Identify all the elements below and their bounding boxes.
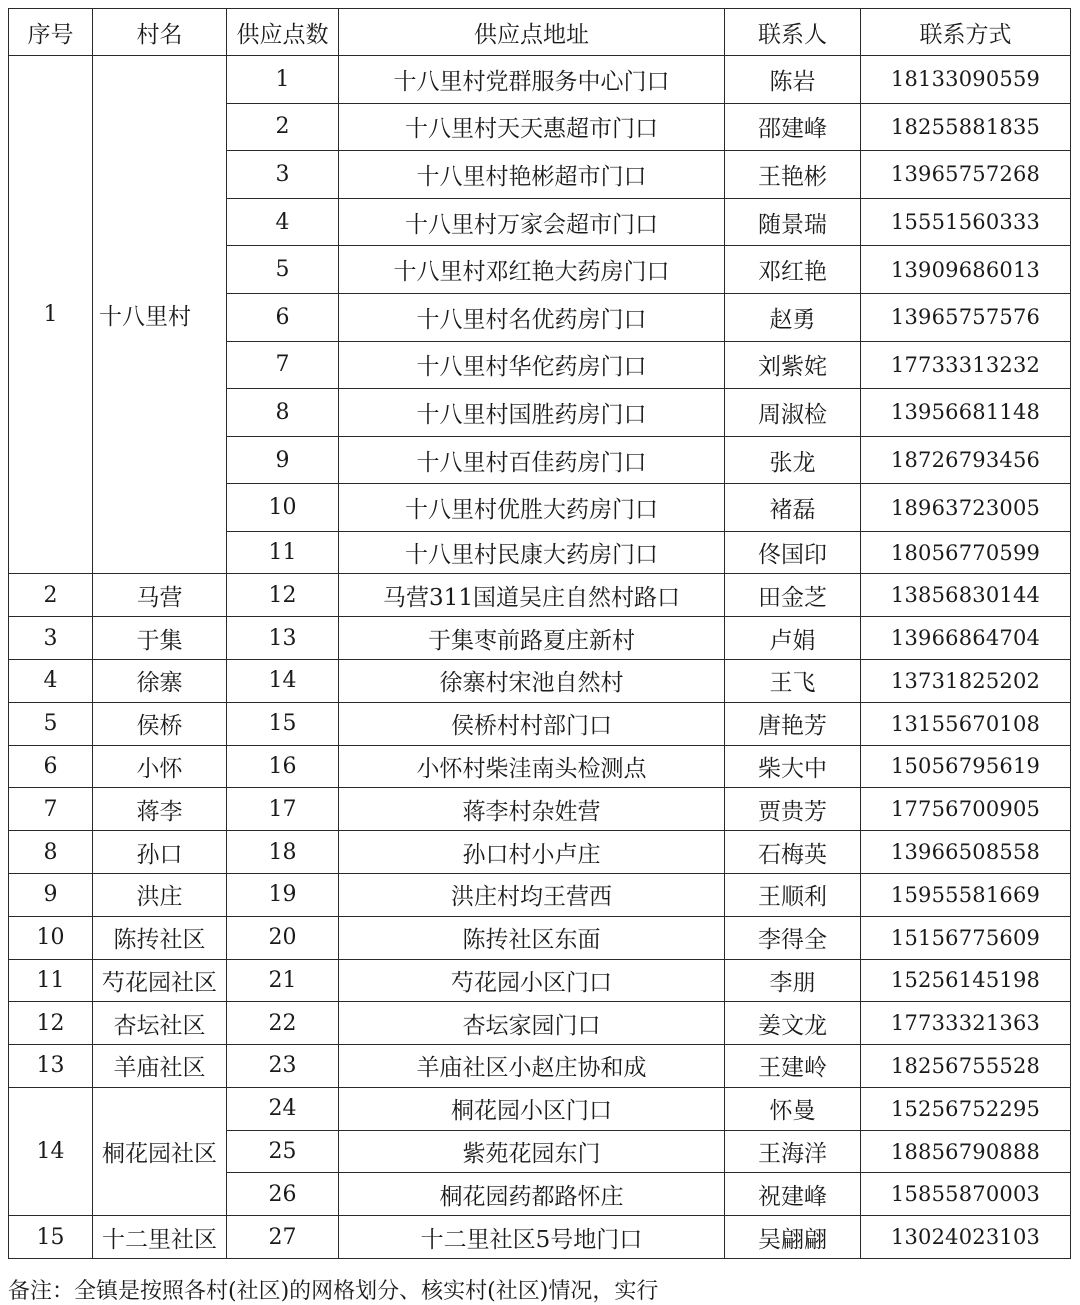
contact-phone: 15156775609 <box>861 916 1071 959</box>
point-address: 于集枣前路夏庄新村 <box>339 617 725 660</box>
table-row <box>9 873 1071 916</box>
point-no: 1 <box>227 56 339 104</box>
contact-name: 赵勇 <box>725 293 861 341</box>
village-name: 洪庄 <box>93 873 227 916</box>
contact-phone: 18056770599 <box>861 531 1071 573</box>
point-no: 3 <box>227 151 339 199</box>
header-index: 序号 <box>9 9 93 56</box>
table-row <box>9 788 1071 831</box>
contact-phone: 13024023103 <box>861 1216 1071 1259</box>
point-address: 小怀村柴洼南头检测点 <box>339 745 725 788</box>
village-name: 芍花园社区 <box>93 959 227 1002</box>
point-no: 6 <box>227 293 339 341</box>
point-address: 马营311国道吴庄自然村路口 <box>339 574 725 617</box>
village-name: 小怀 <box>93 745 227 788</box>
point-no: 9 <box>227 436 339 484</box>
village-name: 桐花园社区 <box>93 1087 227 1215</box>
table-row <box>9 659 1071 702</box>
table-row <box>9 617 1071 660</box>
point-no: 15 <box>227 702 339 745</box>
point-no: 16 <box>227 745 339 788</box>
point-no: 23 <box>227 1045 339 1088</box>
village-name: 马营 <box>93 574 227 617</box>
point-address: 十八里村华佗药房门口 <box>339 341 725 389</box>
header-row <box>9 9 1071 56</box>
point-address: 陈抟社区东面 <box>339 916 725 959</box>
row-index: 12 <box>9 1002 93 1045</box>
contact-phone: 13731825202 <box>861 659 1071 702</box>
contact-phone: 15256145198 <box>861 959 1071 1002</box>
point-no: 12 <box>227 574 339 617</box>
table-row <box>9 1045 1071 1088</box>
contact-phone: 13909686013 <box>861 246 1071 294</box>
point-address: 十八里村国胜药房门口 <box>339 389 725 437</box>
row-index: 9 <box>9 873 93 916</box>
contact-phone: 13856830144 <box>861 574 1071 617</box>
point-no: 17 <box>227 788 339 831</box>
village-name: 杏坛社区 <box>93 1002 227 1045</box>
point-address: 芍花园小区门口 <box>339 959 725 1002</box>
point-address: 蒋李村杂姓营 <box>339 788 725 831</box>
contact-name: 张龙 <box>725 436 861 484</box>
contact-name: 周淑检 <box>725 389 861 437</box>
contact-name: 邵建峰 <box>725 103 861 151</box>
contact-phone: 13966864704 <box>861 617 1071 660</box>
point-no: 11 <box>227 531 339 573</box>
contact-name: 王海洋 <box>725 1130 861 1173</box>
village-name: 十二里社区 <box>93 1216 227 1259</box>
row-index: 14 <box>9 1087 93 1215</box>
point-address: 徐寨村宋池自然村 <box>339 659 725 702</box>
header-contact: 联系人 <box>725 9 861 56</box>
contact-phone: 13956681148 <box>861 389 1071 437</box>
point-address: 十八里村天天惠超市门口 <box>339 103 725 151</box>
point-address: 十八里村万家会超市门口 <box>339 198 725 246</box>
footnote-text: 备注：全镇是按照各村(社区)的网格划分、核实村(社区)情况，实行 <box>8 1279 659 1304</box>
contact-name: 佟国印 <box>725 531 861 573</box>
contact-phone: 18255881835 <box>861 103 1071 151</box>
village-name: 侯桥 <box>93 702 227 745</box>
table-row <box>9 702 1071 745</box>
contact-name: 王顺利 <box>725 873 861 916</box>
village-name: 徐寨 <box>93 659 227 702</box>
header-address: 供应点地址 <box>339 9 725 56</box>
village-name: 蒋李 <box>93 788 227 831</box>
contact-phone: 18133090559 <box>861 56 1071 104</box>
contact-phone: 17733313232 <box>861 341 1071 389</box>
contact-name: 唐艳芳 <box>725 702 861 745</box>
row-index: 10 <box>9 916 93 959</box>
contact-name: 柴大中 <box>725 745 861 788</box>
table-row <box>9 1002 1071 1045</box>
contact-phone: 15551560333 <box>861 198 1071 246</box>
point-no: 8 <box>227 389 339 437</box>
row-index: 3 <box>9 617 93 660</box>
point-no: 21 <box>227 959 339 1002</box>
village-name: 孙口 <box>93 831 227 874</box>
contact-name: 卢娟 <box>725 617 861 660</box>
point-no: 14 <box>227 659 339 702</box>
contact-phone: 18256755528 <box>861 1045 1071 1088</box>
contact-phone: 15256752295 <box>861 1087 1071 1130</box>
header-point-no: 供应点数 <box>227 9 339 56</box>
village-name: 十八里村 <box>93 56 227 574</box>
contact-name: 陈岩 <box>725 56 861 104</box>
point-address: 洪庄村均王营西 <box>339 873 725 916</box>
village-name: 羊庙社区 <box>93 1045 227 1088</box>
contact-phone: 15056795619 <box>861 745 1071 788</box>
row-index: 4 <box>9 659 93 702</box>
row-index: 6 <box>9 745 93 788</box>
table-row <box>9 745 1071 788</box>
village-name: 于集 <box>93 617 227 660</box>
contact-phone: 18726793456 <box>861 436 1071 484</box>
contact-name: 褚磊 <box>725 484 861 532</box>
point-no: 26 <box>227 1173 339 1216</box>
row-index: 5 <box>9 702 93 745</box>
point-no: 13 <box>227 617 339 660</box>
point-no: 19 <box>227 873 339 916</box>
point-address: 十八里村名优药房门口 <box>339 293 725 341</box>
contact-name: 李朋 <box>725 959 861 1002</box>
header-phone: 联系方式 <box>861 9 1071 56</box>
contact-name: 姜文龙 <box>725 1002 861 1045</box>
contact-phone: 13966508558 <box>861 831 1071 874</box>
point-address: 十八里村艳彬超市门口 <box>339 151 725 199</box>
point-no: 24 <box>227 1087 339 1130</box>
contact-name: 王建岭 <box>725 1045 861 1088</box>
row-index: 2 <box>9 574 93 617</box>
row-index: 7 <box>9 788 93 831</box>
point-address: 十二里社区5号地门口 <box>339 1216 725 1259</box>
point-address: 十八里村百佳药房门口 <box>339 436 725 484</box>
point-no: 27 <box>227 1216 339 1259</box>
point-address: 孙口村小卢庄 <box>339 831 725 874</box>
point-no: 7 <box>227 341 339 389</box>
contact-phone: 15855870003 <box>861 1173 1071 1216</box>
contact-phone: 13965757268 <box>861 151 1071 199</box>
point-no: 4 <box>227 198 339 246</box>
row-index: 11 <box>9 959 93 1002</box>
row-index: 1 <box>9 56 93 574</box>
contact-phone: 17733321363 <box>861 1002 1071 1045</box>
point-no: 2 <box>227 103 339 151</box>
point-address: 杏坛家园门口 <box>339 1002 725 1045</box>
contact-phone: 13965757576 <box>861 293 1071 341</box>
table-row <box>9 959 1071 1002</box>
contact-name: 刘紫姹 <box>725 341 861 389</box>
contact-name: 王艳彬 <box>725 151 861 199</box>
contact-phone: 18856790888 <box>861 1130 1071 1173</box>
contact-name: 王飞 <box>725 659 861 702</box>
table-row <box>9 916 1071 959</box>
point-no: 10 <box>227 484 339 532</box>
point-address: 十八里村邓红艳大药房门口 <box>339 246 725 294</box>
point-address: 十八里村优胜大药房门口 <box>339 484 725 532</box>
contact-name: 邓红艳 <box>725 246 861 294</box>
village-name: 陈抟社区 <box>93 916 227 959</box>
contact-phone: 17756700905 <box>861 788 1071 831</box>
table-row <box>9 831 1071 874</box>
row-index: 13 <box>9 1045 93 1088</box>
contact-name: 吴翩翩 <box>725 1216 861 1259</box>
contact-name: 随景瑞 <box>725 198 861 246</box>
table-row <box>9 574 1071 617</box>
table-row <box>9 1216 1071 1259</box>
contact-name: 李得全 <box>725 916 861 959</box>
contact-phone: 13155670108 <box>861 702 1071 745</box>
point-no: 5 <box>227 246 339 294</box>
contact-name: 石梅英 <box>725 831 861 874</box>
row-index: 15 <box>9 1216 93 1259</box>
table-row <box>9 56 1071 104</box>
supply-point-table <box>8 8 1071 1259</box>
contact-name: 祝建峰 <box>725 1173 861 1216</box>
point-no: 22 <box>227 1002 339 1045</box>
contact-phone: 18963723005 <box>861 484 1071 532</box>
point-address: 羊庙社区小赵庄协和成 <box>339 1045 725 1088</box>
row-index: 8 <box>9 831 93 874</box>
table-row <box>9 1087 1071 1130</box>
point-address: 十八里村党群服务中心门口 <box>339 56 725 104</box>
point-address: 桐花园药都路怀庄 <box>339 1173 725 1216</box>
header-village: 村名 <box>93 9 227 56</box>
point-address: 十八里村民康大药房门口 <box>339 531 725 573</box>
point-no: 25 <box>227 1130 339 1173</box>
point-address: 侯桥村村部门口 <box>339 702 725 745</box>
point-address: 紫苑花园东门 <box>339 1130 725 1173</box>
contact-phone: 15955581669 <box>861 873 1071 916</box>
point-no: 20 <box>227 916 339 959</box>
contact-name: 怀曼 <box>725 1087 861 1130</box>
contact-name: 田金芝 <box>725 574 861 617</box>
contact-name: 贾贵芳 <box>725 788 861 831</box>
point-address: 桐花园小区门口 <box>339 1087 725 1130</box>
point-no: 18 <box>227 831 339 874</box>
